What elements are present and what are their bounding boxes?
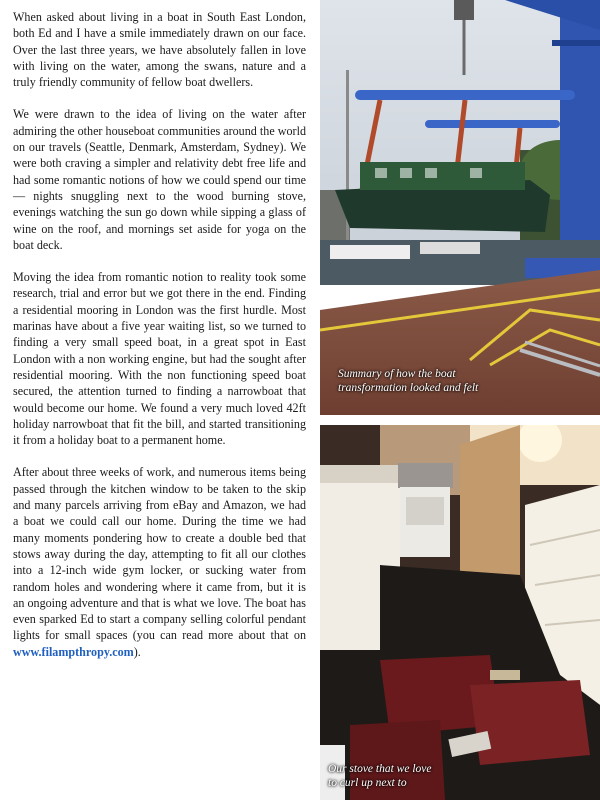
filampthropy-link[interactable]: www.filampthropy.com xyxy=(13,644,134,659)
boat-crane-photo xyxy=(320,0,600,415)
bottom-photo-caption xyxy=(328,763,431,790)
top-caption-line-2: transformation looked and felt xyxy=(338,381,479,394)
article-body xyxy=(13,9,306,676)
paragraph-4-text: After about three weeks of work, and numerous items being passed through the kitchen window to be taken to the skip and many parcels arriving from eBay and Amazon, we had a boat we could call our home. During the time we had many moments pondering how to create a double bed that stows away during the day, attempting to fit all our clothes into a 12-inch wide gym locker, or sucking water from random holes and wondering where it came from, but it is an ongoing adventure and that is what we love. The boat has even sparked Ed to start a company selling colorful pendant lights for small spaces (you can read more about that on xyxy=(13,465,306,643)
paragraph-4 xyxy=(13,464,306,660)
interior-illustration xyxy=(320,425,600,800)
boat-crane-illustration xyxy=(320,0,600,415)
paragraph-3: Moving the idea from romantic notion to reality took some research, trial and error but we got there in the end. Finding a residential mooring in London was the first hurdle. Most marinas have about a five year waiting list, so we turned to finding a very small speed boat, in a great spot in East London with a non working engine, but had the sought after residential mooring. With the non functioning speed boat secured, the attention turned to finding a narrowboat that would become our home. We found a very much loved 42ft holiday narrowboat that fit the bill, and started transitioning it from a holiday boat to a permanent home. xyxy=(13,270,306,448)
top-photo-caption xyxy=(338,368,478,395)
top-caption-line-1: Summary of how the boat xyxy=(338,368,456,380)
bottom-caption-line-2: to curl up next to xyxy=(328,776,407,789)
paragraph-1: When asked about living in a boat in South East London, both Ed and I have a smile immediately drawn on our face. Over the last three years, we have absolutely fallen in love with living on the water, among the swans, nature and a truly friendly community of fellow boat dwellers. xyxy=(13,10,306,90)
bottom-caption-line-1: Our stove that we love xyxy=(328,763,432,775)
paragraph-4-end: ). xyxy=(133,644,141,659)
paragraph-2: We were drawn to the idea of living on the water after admiring the other houseboat communities around the world on our travels (Seattle, Denmark, Amsterdam, Sydney). We were both craving a simpler and relativity debt free life and had some romantic notions of how we could spend our time — nights snuggling next to the wood burning stove, evenings watching the sun go down while sipping a glass of wine on the roof, and mornings set aside for yoga on the boat deck. xyxy=(13,107,306,252)
boat-interior-photo xyxy=(320,425,600,800)
